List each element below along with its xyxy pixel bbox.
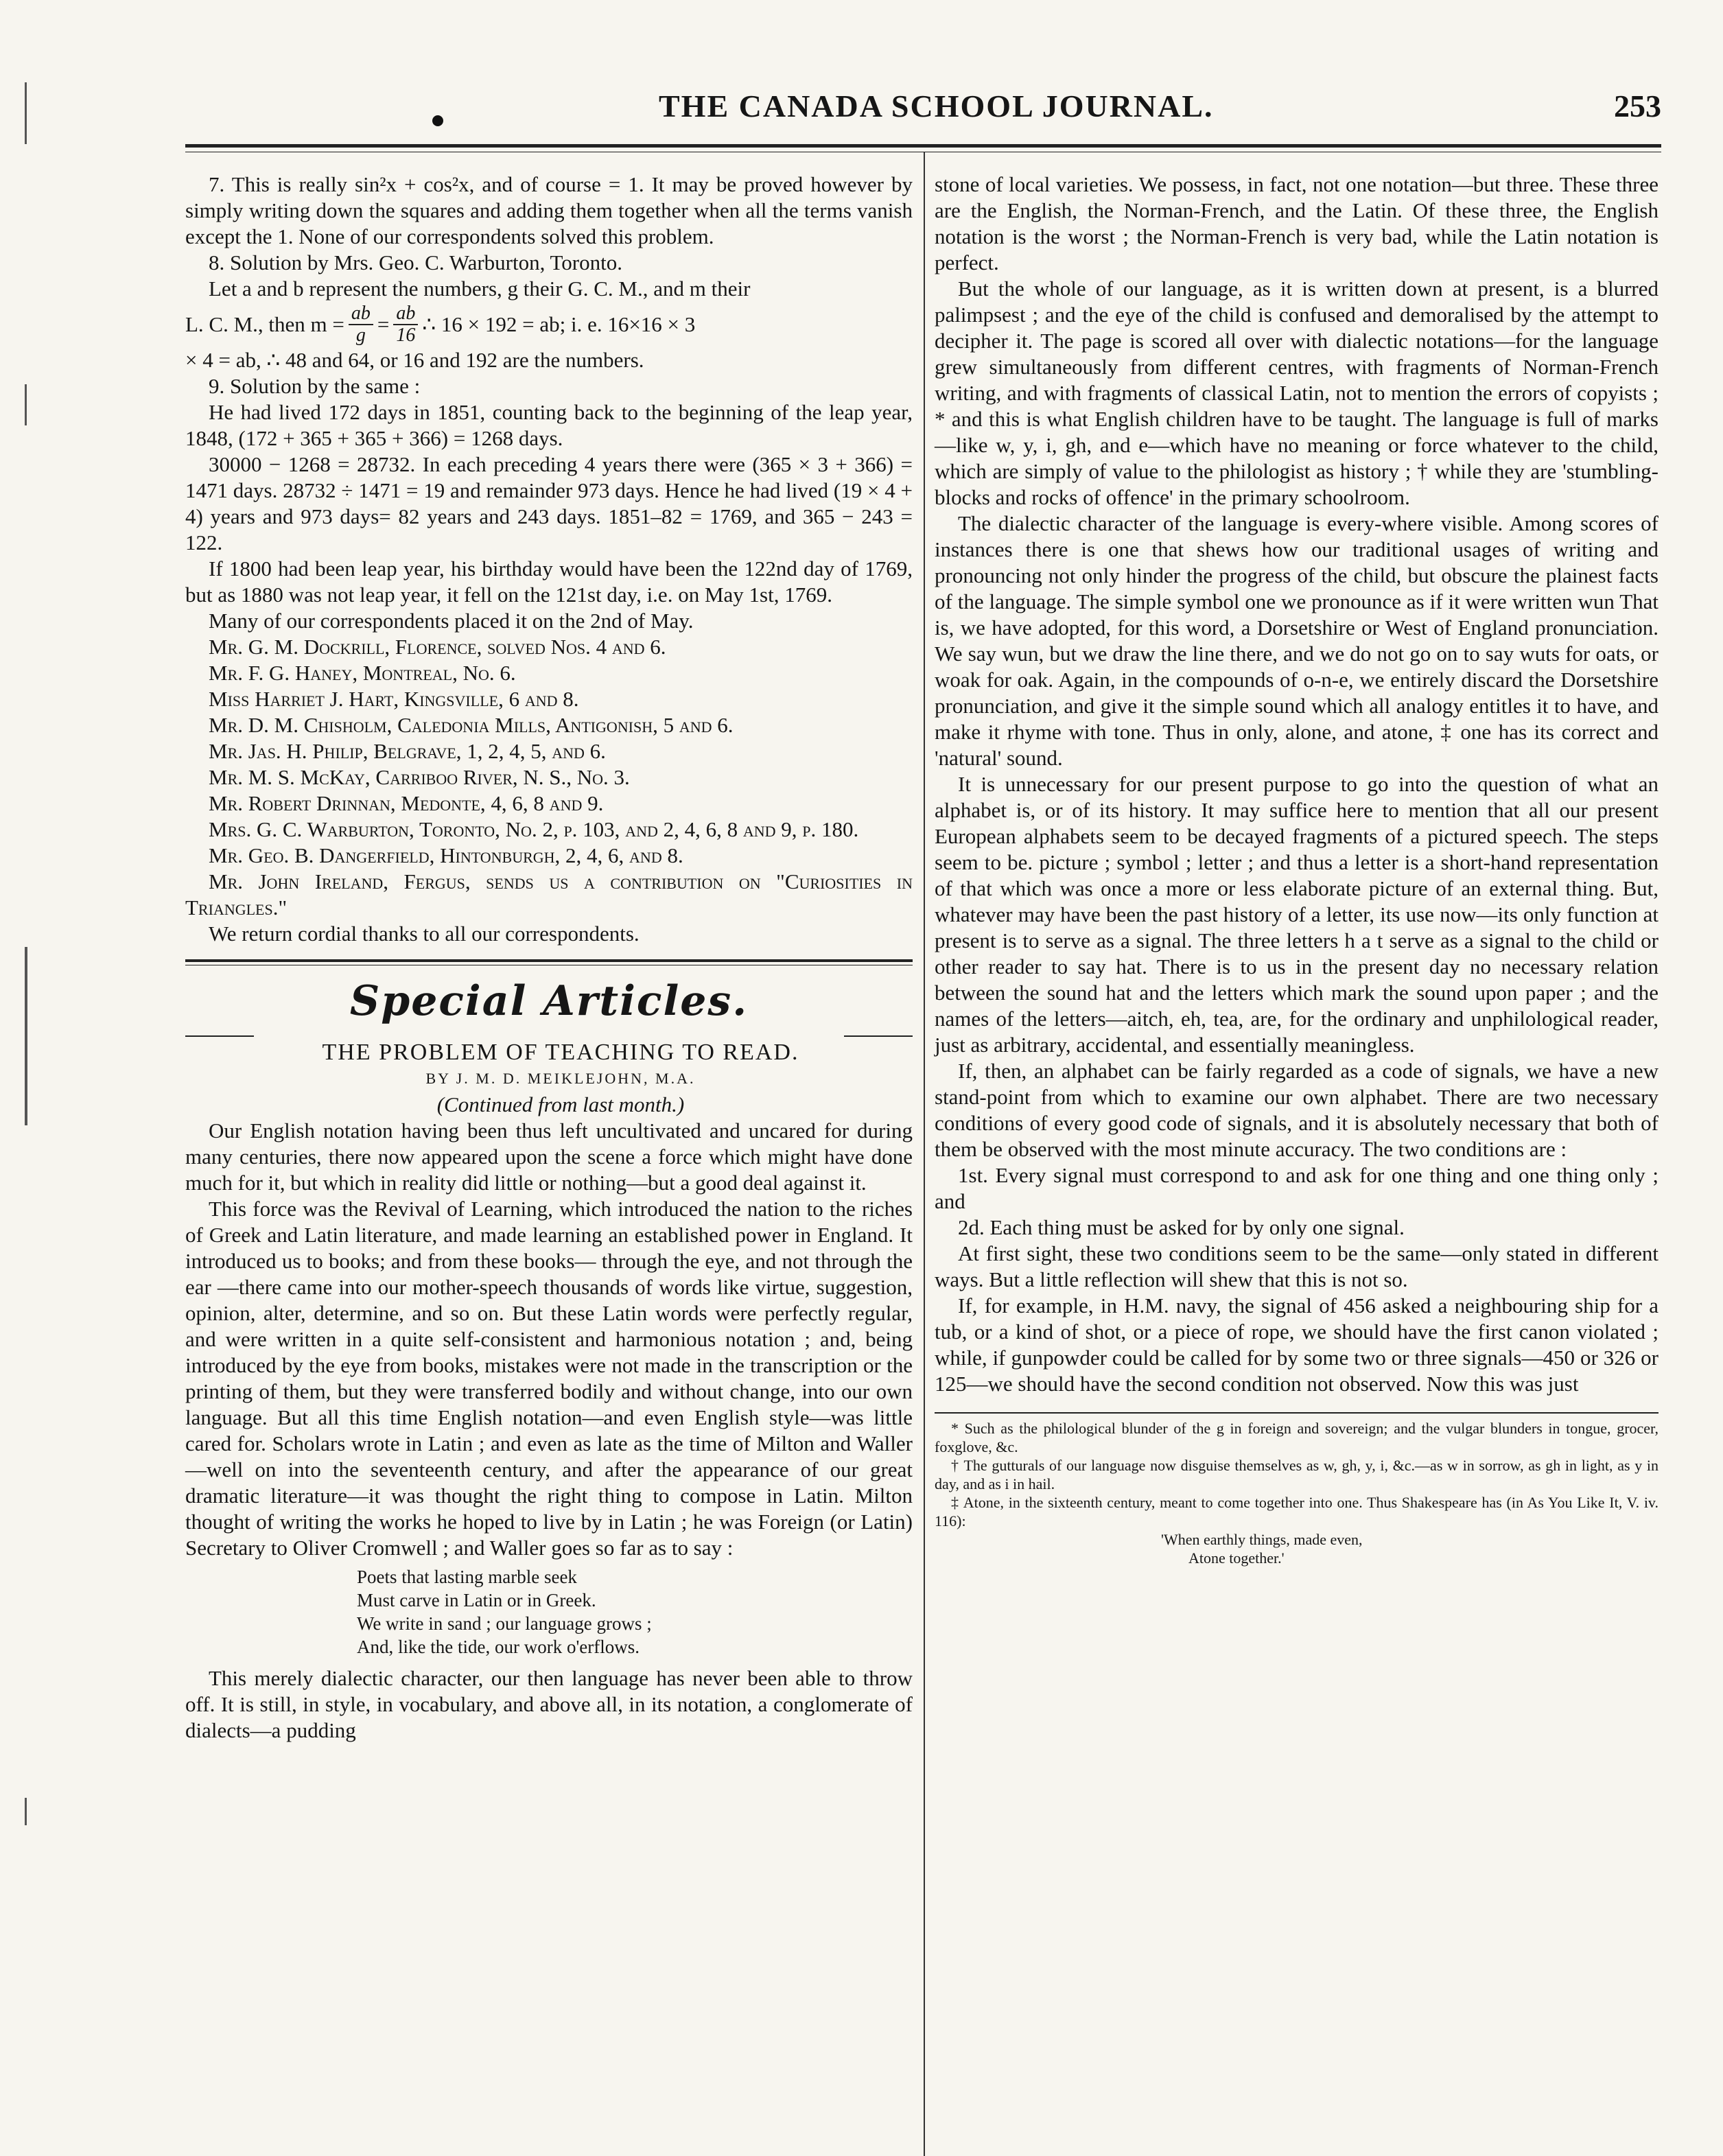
footnote-quote-line: 'When earthly things, made even, bbox=[1161, 1531, 1363, 1548]
scan-margin-mark bbox=[25, 384, 27, 425]
solution-7: 7. This is really sin²x + cos²x, and of course = 1. It may be proved however by simply writing down the squares and adding them together when all the terms vanish except the 1. None of our correspondents solved this problem. bbox=[185, 172, 913, 248]
lcm-equals: = bbox=[377, 312, 390, 336]
correspondent-entry: Mrs. G. C. Warburton, Toronto, No. 2, p. 103, and 2, 4, 6, 8 and 9, p. 180. bbox=[209, 817, 859, 841]
correspondent-list bbox=[185, 634, 913, 921]
correspondent-entry: Miss Harriet J. Hart, Kingsville, 6 and 8. bbox=[209, 687, 579, 711]
lcm-equation bbox=[185, 303, 913, 346]
fraction-ab-over-g bbox=[349, 303, 373, 346]
footnote-quote-line: Atone together.' bbox=[1188, 1549, 1285, 1567]
condition-1: 1st. Every signal must correspond to and ask for one thing and one thing only ; and bbox=[935, 1163, 1658, 1213]
section-rule bbox=[185, 959, 913, 962]
footnote: † The gutturals of our language now disguise themselves as w, gh, y, i, &c.—as w in sorrow, as gh in light, as y in day, and as i in hail. bbox=[935, 1457, 1658, 1492]
article-paragraph: But the whole of our language, as it is written down at present, is a blurred palimpsest ; and the eye of the child is confused and demoralised by the attempt to decipher it. The page is scored all over with dialectic notations—for the language grew simultaneously from different centres, with fragments of Norman-French writing, and with fragments of classical Latin, not to mention the errors of copyists ; * and this is what English children have to be taught. The language is full of marks—like w, y, i, gh, and e—which have no meaning or force whatever to the child, which are simply of value to the philologist as history ; † while they are 'stumbling-blocks and rocks of offence' in the primary schoolroom. bbox=[935, 277, 1658, 509]
condition-2: 2d. Each thing must be asked for by only one signal. bbox=[958, 1215, 1405, 1239]
correspondent-entry: Mr. Jas. H. Philip, Belgrave, 1, 2, 4, 5, and 6. bbox=[209, 739, 606, 763]
short-rule bbox=[185, 1035, 254, 1037]
correspondent-entry: Mr. D. M. Chisholm, Caledonia Mills, Antigonish, 5 and 6. bbox=[209, 713, 734, 737]
fraction-ab-over-16 bbox=[393, 303, 418, 346]
article-paragraph: Our English notation having been thus left uncultivated and uncared for during many centuries, there now appeared upon the scene a force which might have done much for it, but which in reality did little or nothing—but a good deal against it. bbox=[185, 1118, 913, 1195]
poem-line: We write in sand ; our language grows ; bbox=[357, 1613, 652, 1634]
scan-margin-mark bbox=[25, 947, 27, 1125]
correspondent-entry: Mr. F. G. Haney, Montreal, No. 6. bbox=[209, 661, 516, 685]
column-divider bbox=[924, 152, 925, 2156]
heading-rules bbox=[185, 1035, 913, 1040]
decorative-dot bbox=[432, 115, 443, 126]
scan-margin-mark bbox=[25, 82, 27, 144]
footnote: * Such as the philological blunder of the g in foreign and sovereign; and the vulgar blunders in tongue, grocer, foxglove, &c. bbox=[935, 1420, 1658, 1455]
correspondent-entry: Mr. Geo. B. Dangerfield, Hintonburgh, 2, 4, 6, and 8. bbox=[209, 843, 683, 867]
byline: BY J. M. D. MEIKLEJOHN, M.A. bbox=[425, 1070, 696, 1087]
header-rule bbox=[185, 144, 1661, 152]
solution-9-b: 30000 − 1268 = 28732. In each preceding 4 years there were (365 × 3 + 366) = 1471 days. 28732 ÷ 1471 = 19 and remainder 973 days. Hence he had lived (19 × 4 + 4) years and 973 days= 82 years and 243 days. 1851–82 = 1769, and 365 − 243 = 122. bbox=[185, 452, 913, 554]
thanks-line: We return cordial thanks to all our correspondents. bbox=[209, 922, 640, 946]
poem-line: Poets that lasting marble seek bbox=[357, 1567, 577, 1587]
solution-9-c: If 1800 had been leap year, his birthday would have been the 122nd day of 1769, but as 1880 was not leap year, it fell on the 121st day, i.e. on May 1st, 1769. bbox=[185, 556, 913, 607]
running-head bbox=[178, 88, 1661, 136]
correspondent-entry: Mr. Robert Drinnan, Medonte, 4, 6, 8 and 9. bbox=[209, 791, 604, 815]
article-paragraph: If, then, an alphabet can be fairly regarded as a code of signals, we have a new stand-point from which to examine our own alphabet. There are two necessary conditions of every good code of signals, and it is absolutely necessary that both of them be observed with the most minute accuracy. The two conditions are : bbox=[935, 1059, 1658, 1161]
solution-8-intro: 8. Solution by Mrs. Geo. C. Warburton, Toronto. bbox=[209, 250, 622, 274]
page-number: 253 bbox=[1614, 89, 1661, 124]
continued-note: (Continued from last month.) bbox=[436, 1092, 685, 1116]
solution-8-let: Let a and b represent the numbers, g their G. C. M., and m their bbox=[209, 277, 751, 301]
footnote: ‡ Atone, in the sixteenth century, meant to come together into one. Thus Shakespeare has (in As You Like It, V. iv. 116): bbox=[935, 1494, 1658, 1530]
solution-8-end: × 4 = ab, ∴ 48 and 64, or 16 and 192 are the numbers. bbox=[185, 348, 644, 372]
short-rule bbox=[844, 1035, 913, 1037]
fraction-numerator: ab bbox=[349, 303, 373, 325]
poem-line: And, like the tide, our work o'erflows. bbox=[357, 1637, 640, 1657]
poem-line: Must carve in Latin or in Greek. bbox=[357, 1590, 596, 1610]
solution-9-intro: 9. Solution by the same : bbox=[209, 374, 421, 398]
fraction-denominator: 16 bbox=[396, 325, 416, 346]
footnotes bbox=[935, 1419, 1658, 1567]
solution-9-a: He had lived 172 days in 1851, counting back to the beginning of the leap year, 1848, (172 + 365 + 365 + 366) = 1268 days. bbox=[185, 400, 913, 450]
waller-poem bbox=[357, 1565, 913, 1659]
article-paragraph: This merely dialectic character, our then language has never been able to throw off. It is still, in style, in vocabulary, and above all, in its notation, a conglomerate of dialects—a pudding bbox=[185, 1666, 913, 1742]
article-title: THE PROBLEM OF TEACHING TO READ. bbox=[322, 1040, 799, 1065]
fraction-numerator: ab bbox=[393, 303, 418, 325]
right-column bbox=[935, 172, 1658, 1567]
lcm-prefix: L. C. M., then m = bbox=[185, 312, 344, 336]
article-paragraph: The dialectic character of the language is every-where visible. Among scores of instances there is one that shews how our traditional usages of writing and pronouncing not only hinder the progress of the child, but obscure the plainest facts of the language. The simple symbol one we pronounce as if it were written wun That is, we have adopted, for this word, a Dorsetshire or West of England pronunciation. We say wun, but we draw the line there, and we do not go on to say wuts for oats, or woak for oak. Again, in the compounds of o-n-e, we entirely discard the Dorsetshire pronunciation, and give it the simple sound which all analogy entitles it to have, and make it rhyme with tone. Thus in only, alone, and atone, ‡ one has its correct and 'natural' sound. bbox=[935, 511, 1658, 770]
solution-9-d: Many of our correspondents placed it on the 2nd of May. bbox=[209, 609, 694, 633]
footnote-rule bbox=[935, 1412, 1658, 1414]
article-paragraph: If, for example, in H.M. navy, the signal of 456 asked a neighbouring ship for a tub, or a kind of shot, or a piece of rope, we should have the first canon violated ; while, if gunpowder could be called for by some two or three signals—450 or 326 or 125—we should have the second condition not observed. Now this was just bbox=[935, 1293, 1658, 1396]
correspondent-entry: Mr. G. M. Dockrill, Florence, solved Nos. 4 and 6. bbox=[209, 635, 666, 659]
correspondent-entry: Mr. M. S. McKay, Carriboo River, N. S., No. 3. bbox=[209, 765, 630, 789]
section-heading: Special Articles. bbox=[349, 977, 749, 1025]
correspondent-entry: Mr. John Ireland, Fergus, sends us a contribution on "Curiosities in Triangles." bbox=[185, 869, 913, 919]
article-paragraph: It is unnecessary for our present purpose to go into the question of what an alphabet is, or of its history. It may suffice here to mention that all our present European alphabets seem to be decayed fragments of a pictured speech. The steps seem to be. picture ; symbol ; letter ; and thus a letter is a short-hand representation of that which was once a more or less elaborate picture of an external thing. But, whatever may have been the past history of a letter, its use now—its only function at present is to serve as a signal. The three letters h a t serve as a signal to the child or other reader to say hat. There is to us in the present day no necessary relation between the sound hat and the letters which mark the sound upon paper ; and the names of the letters—aitch, eh, tea, are, for the ordinary and unphilological reader, just as arbitrary, accidental, and essentially meaningless. bbox=[935, 772, 1658, 1057]
left-column bbox=[185, 172, 913, 1744]
article-paragraph: stone of local varieties. We possess, in fact, not one notation—but three. These three are the English, the Norman-French, and the Latin. Of these three, the English notation is the worst ; the Norman-French is very bad, while the Latin notation is perfect. bbox=[935, 172, 1658, 274]
fraction-denominator: g bbox=[355, 325, 366, 346]
scan-margin-mark bbox=[25, 1798, 27, 1825]
article-paragraph: At first sight, these two conditions seem to be the same—only stated in different ways. But a little reflection will shew that this is not so. bbox=[935, 1241, 1658, 1291]
lcm-suffix: ∴ 16 × 192 = ab; i. e. 16×16 × 3 bbox=[422, 312, 696, 336]
article-paragraph: This force was the Revival of Learning, which introduced the nation to the riches of Greek and Latin literature, and made learning an established power in England. It introduced us to books; and from these books— through the eye, and not through the ear —there came into our mother-speech thousands of words like virtue, suggestion, opinion, alter, determine, and so on. But these Latin words were perfectly regular, and were written in a quite self-consistent and harmonious notation ; and, being introduced by the eye from books, mistakes were not made in the transcription or the printing of them, but they were transferred bodily and without change, into our own language. But all this time English notation—and even English style—was little cared for. Scholars wrote in Latin ; and even as late as the time of Milton and Waller—well on into the seventeenth century, and after the appearance of our great dramatic literature—it was thought the right thing to compose in Latin. Milton thought of writing the works he hoped to live by in Latin ; he was Foreign (or Latin) Secretary to Oliver Cromwell ; and Waller goes so far as to say : bbox=[185, 1197, 913, 1560]
journal-title: THE CANADA SCHOOL JOURNAL. bbox=[659, 89, 1214, 124]
